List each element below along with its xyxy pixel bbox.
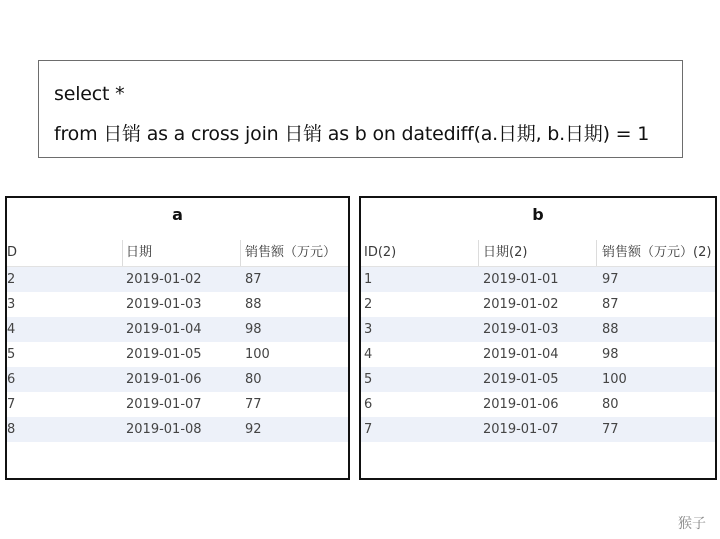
- cell-date: 2019-01-05: [126, 347, 202, 362]
- sql-line-from: from 日销 as a cross join 日销 as b on datediff(a.日期, b.日期) = 1: [54, 123, 650, 145]
- column-header-id[interactable]: ID(2): [364, 245, 397, 260]
- cell-date: 2019-01-05: [483, 372, 559, 387]
- cell-id: 6: [7, 372, 16, 387]
- table-row[interactable]: [7, 292, 348, 317]
- cell-id: 3: [364, 322, 373, 337]
- cell-id: 5: [364, 372, 373, 387]
- cell-id: 5: [7, 347, 16, 362]
- cell-date: 2019-01-02: [483, 297, 559, 312]
- cell-date: 2019-01-03: [483, 322, 559, 337]
- cell-id: 2: [364, 297, 373, 312]
- table-row[interactable]: [361, 342, 715, 367]
- table-row[interactable]: [361, 392, 715, 417]
- cell-date: 2019-01-01: [483, 272, 559, 287]
- cell-id: 8: [7, 422, 16, 437]
- cell-id: 7: [7, 397, 16, 412]
- column-header-sales[interactable]: 销售额（万元）: [245, 245, 337, 260]
- cell-date: 2019-01-06: [126, 372, 202, 387]
- table-b-title: b: [532, 205, 544, 224]
- table-a-header-row: [7, 240, 348, 267]
- cell-sales: 92: [245, 422, 262, 437]
- column-header-date[interactable]: 日期(2): [483, 245, 528, 260]
- table-row[interactable]: [7, 392, 348, 417]
- cell-sales: 87: [245, 272, 262, 287]
- cell-sales: 98: [245, 322, 262, 337]
- cell-date: 2019-01-02: [126, 272, 202, 287]
- cell-date: 2019-01-07: [126, 397, 202, 412]
- cell-id: 4: [364, 347, 373, 362]
- column-header-date[interactable]: 日期: [126, 245, 153, 260]
- cell-date: 2019-01-08: [126, 422, 202, 437]
- table-b-header-row: [361, 240, 715, 267]
- column-divider: [240, 240, 241, 266]
- cell-sales: 88: [602, 322, 619, 337]
- table-row[interactable]: [7, 267, 348, 292]
- table-row[interactable]: [7, 417, 348, 442]
- table-row[interactable]: [361, 367, 715, 392]
- cell-sales: 87: [602, 297, 619, 312]
- cell-date: 2019-01-04: [483, 347, 559, 362]
- cell-date: 2019-01-03: [126, 297, 202, 312]
- sql-query-box: [38, 60, 683, 158]
- cell-sales: 97: [602, 272, 619, 287]
- cell-id: 4: [7, 322, 16, 337]
- column-divider: [478, 240, 479, 266]
- cell-date: 2019-01-04: [126, 322, 202, 337]
- author-watermark: 猴子: [678, 516, 706, 532]
- cell-sales: 77: [602, 422, 619, 437]
- table-b-panel: [359, 196, 717, 480]
- table-row[interactable]: [361, 417, 715, 442]
- cell-sales: 80: [602, 397, 619, 412]
- cell-sales: 77: [245, 397, 262, 412]
- table-row[interactable]: [7, 367, 348, 392]
- sql-line-select: select *: [54, 83, 125, 105]
- table-row[interactable]: [361, 317, 715, 342]
- cell-id: 3: [7, 297, 16, 312]
- column-divider: [122, 240, 123, 266]
- cell-id: 7: [364, 422, 373, 437]
- cell-sales: 98: [602, 347, 619, 362]
- cell-sales: 100: [245, 347, 270, 362]
- cell-id: 6: [364, 397, 373, 412]
- table-a-title: a: [172, 205, 183, 224]
- cell-date: 2019-01-06: [483, 397, 559, 412]
- column-divider: [596, 240, 597, 266]
- cell-id: 2: [7, 272, 16, 287]
- table-a-panel: [5, 196, 350, 480]
- cell-date: 2019-01-07: [483, 422, 559, 437]
- table-row[interactable]: [361, 267, 715, 292]
- cell-sales: 80: [245, 372, 262, 387]
- cell-sales: 100: [602, 372, 627, 387]
- column-header-id[interactable]: D: [7, 245, 18, 260]
- table-row[interactable]: [7, 342, 348, 367]
- cell-sales: 88: [245, 297, 262, 312]
- column-header-sales[interactable]: 销售额（万元）(2): [602, 245, 712, 260]
- table-row[interactable]: [361, 292, 715, 317]
- cell-id: 1: [364, 272, 373, 287]
- table-row[interactable]: [7, 317, 348, 342]
